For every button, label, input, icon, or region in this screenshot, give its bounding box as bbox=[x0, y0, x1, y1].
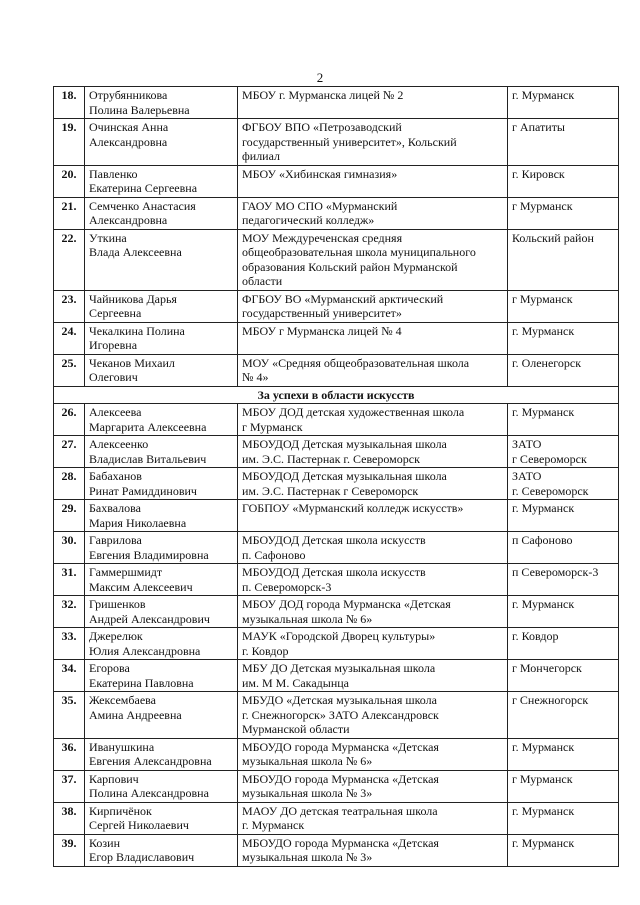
organization bbox=[238, 596, 508, 628]
person-name bbox=[85, 500, 238, 532]
organization-line: п. Североморск-3 bbox=[242, 579, 332, 594]
rows-arts bbox=[54, 404, 619, 867]
organization bbox=[238, 404, 508, 436]
organization bbox=[238, 660, 508, 692]
city: г. Ковдор bbox=[508, 628, 619, 660]
organization-line: п. Сафоново bbox=[242, 547, 306, 562]
row-number: 19. bbox=[54, 119, 85, 166]
table-row bbox=[54, 660, 619, 692]
name-line: Олегович bbox=[89, 370, 138, 384]
table-row bbox=[54, 770, 619, 802]
table-row bbox=[54, 436, 619, 468]
name-line: Жексембаева bbox=[89, 693, 156, 707]
person-name bbox=[85, 229, 238, 290]
organization bbox=[238, 692, 508, 739]
table-row bbox=[54, 532, 619, 564]
organization-line: Мурманской области bbox=[242, 722, 350, 736]
organization bbox=[238, 229, 508, 290]
organization-line: МБОУДО города Мурманска «Детская bbox=[242, 739, 439, 754]
row-number: 23. bbox=[54, 290, 85, 322]
organization-line: области bbox=[242, 274, 283, 288]
table-row bbox=[54, 87, 619, 119]
name-line: Бахвалова bbox=[89, 501, 141, 515]
organization-line: г. Снежногорск» ЗАТО Александровск bbox=[242, 707, 439, 722]
city: г Мурманск bbox=[508, 290, 619, 322]
name-line: Евгения Владимировна bbox=[89, 547, 209, 562]
person-name bbox=[85, 290, 238, 322]
person-name bbox=[85, 197, 238, 229]
organization-line: государственный университет», Кольский bbox=[242, 134, 457, 149]
person-name bbox=[85, 564, 238, 596]
row-number: 22. bbox=[54, 229, 85, 290]
section-title: За успехи в области искусств bbox=[54, 386, 619, 404]
name-line: Козин bbox=[89, 835, 120, 850]
row-number: 20. bbox=[54, 165, 85, 197]
organization-line: г. Мурманск bbox=[242, 818, 305, 832]
name-line: Бабаханов bbox=[89, 469, 142, 483]
organization bbox=[238, 770, 508, 802]
name-line: Алексеенко bbox=[89, 437, 149, 451]
table-row bbox=[54, 322, 619, 354]
name-line: Маргарита Алексеевна bbox=[89, 419, 207, 434]
city: г. Мурманск bbox=[508, 500, 619, 532]
person-name bbox=[85, 834, 238, 866]
person-name bbox=[85, 468, 238, 500]
organization bbox=[238, 290, 508, 322]
organization-line: ГАОУ МО СПО «Мурманский bbox=[242, 198, 398, 213]
name-line: Игоревна bbox=[89, 338, 138, 352]
city: г. Мурманск bbox=[508, 802, 619, 834]
name-line: Карпович bbox=[89, 771, 139, 786]
table-row bbox=[54, 468, 619, 500]
person-name bbox=[85, 354, 238, 386]
organization-line: МБОУ г. Мурманска лицей № 2 bbox=[242, 88, 404, 102]
city: г Апатиты bbox=[508, 119, 619, 166]
name-line: Иванушкина bbox=[89, 739, 155, 754]
name-line: Сергеевна bbox=[89, 306, 142, 320]
row-number: 37. bbox=[54, 770, 85, 802]
person-name bbox=[85, 119, 238, 166]
city: г. Мурманск bbox=[508, 87, 619, 119]
organization-line: музыкальная школа № 6» bbox=[242, 611, 373, 626]
row-number: 30. bbox=[54, 532, 85, 564]
organization-line: МБОУ г Мурманска лицей № 4 bbox=[242, 323, 402, 338]
table-row bbox=[54, 596, 619, 628]
name-line: Екатерина Павловна bbox=[89, 675, 194, 690]
city: г. Мурманск bbox=[508, 834, 619, 866]
organization-line: МОУ «Средняя общеобразовательная школа bbox=[242, 355, 470, 370]
organization-line: МБУДО «Детская музыкальная школа bbox=[242, 693, 437, 707]
organization bbox=[238, 834, 508, 866]
city: г Мурманск bbox=[508, 197, 619, 229]
name-line: Ринат Рамиддинович bbox=[89, 483, 197, 498]
city: г. Кировск bbox=[508, 165, 619, 197]
name-line: Гришенков bbox=[89, 597, 146, 611]
award-list-table bbox=[53, 86, 619, 867]
city: ЗАТО г. Североморск bbox=[508, 468, 619, 500]
section-header-row bbox=[54, 386, 619, 404]
row-number: 31. bbox=[54, 564, 85, 596]
person-name bbox=[85, 87, 238, 119]
name-line: Александровна bbox=[89, 213, 168, 227]
organization-line: г. Ковдор bbox=[242, 643, 289, 658]
organization-line: МБОУДОД Детская музыкальная школа bbox=[242, 469, 447, 483]
row-number: 18. bbox=[54, 87, 85, 119]
organization-line: МБОУДОД Детская школа искусств bbox=[242, 565, 426, 579]
rows-general bbox=[54, 87, 619, 387]
name-line: Очинская Анна bbox=[89, 120, 169, 134]
row-number: 32. bbox=[54, 596, 85, 628]
organization-line: МОУ Междуреченская средняя bbox=[242, 230, 403, 245]
person-name bbox=[85, 436, 238, 468]
person-name bbox=[85, 596, 238, 628]
person-name bbox=[85, 738, 238, 770]
city: г. Оленегорск bbox=[508, 354, 619, 386]
organization bbox=[238, 738, 508, 770]
row-number: 33. bbox=[54, 628, 85, 660]
organization-line: МБОУДО города Мурманска «Детская bbox=[242, 835, 439, 850]
organization bbox=[238, 119, 508, 166]
name-line: Егор Владиславович bbox=[89, 850, 195, 864]
name-line: Павленко bbox=[89, 166, 138, 181]
name-line: Максим Алексеевич bbox=[89, 579, 193, 594]
organization bbox=[238, 354, 508, 386]
organization-line: образования Кольский район Мурманской bbox=[242, 259, 458, 274]
organization-line: г Мурманск bbox=[242, 419, 303, 434]
city: г Мурманск bbox=[508, 770, 619, 802]
name-line: Гаврилова bbox=[89, 533, 142, 547]
organization bbox=[238, 436, 508, 468]
name-line: Мария Николаевна bbox=[89, 515, 187, 530]
name-line: Полина Александровна bbox=[89, 786, 209, 800]
row-number: 34. bbox=[54, 660, 85, 692]
city: г. Мурманск bbox=[508, 404, 619, 436]
city: п Североморск-3 bbox=[508, 564, 619, 596]
city: п Сафоново bbox=[508, 532, 619, 564]
person-name bbox=[85, 660, 238, 692]
organization-line: ГОБПОУ «Мурманский колледж искусств» bbox=[242, 501, 464, 515]
name-line: Егорова bbox=[89, 661, 130, 675]
name-line: Кирпичёнок bbox=[89, 803, 152, 818]
organization-line: музыкальная школа № 3» bbox=[242, 786, 373, 800]
organization bbox=[238, 468, 508, 500]
organization-line: МБУ ДО Детская музыкальная школа bbox=[242, 661, 436, 675]
organization-line: общеобразовательная школа муниципального bbox=[242, 245, 476, 259]
organization bbox=[238, 197, 508, 229]
city: г. Мурманск bbox=[508, 738, 619, 770]
name-line: Уткина bbox=[89, 230, 127, 245]
organization-line: МБОУ «Хибинская гимназия» bbox=[242, 166, 398, 181]
organization-line: им. Э.С. Пастернак г. Североморск bbox=[242, 451, 420, 466]
table-row bbox=[54, 197, 619, 229]
name-line: Чекалкина Полина bbox=[89, 323, 185, 338]
table-row bbox=[54, 628, 619, 660]
name-line: Влада Алексеевна bbox=[89, 245, 182, 259]
person-name bbox=[85, 628, 238, 660]
table-row bbox=[54, 229, 619, 290]
organization bbox=[238, 564, 508, 596]
city: Кольский район bbox=[508, 229, 619, 290]
organization-line: музыкальная школа № 3» bbox=[242, 850, 373, 864]
organization-line: государственный университет» bbox=[242, 306, 402, 320]
organization-line: им. Э.С. Пастернак г Североморск bbox=[242, 483, 419, 498]
city: г Снежногорск bbox=[508, 692, 619, 739]
table-row bbox=[54, 165, 619, 197]
table-row bbox=[54, 354, 619, 386]
name-line: Полина Валерьевна bbox=[89, 102, 190, 117]
name-line: Отрубянникова bbox=[89, 88, 168, 102]
organization-line: № 4» bbox=[242, 370, 269, 384]
name-line: Евгения Александровна bbox=[89, 754, 212, 768]
name-line: Александровна bbox=[89, 134, 168, 149]
name-line: Чеканов Михаил bbox=[89, 355, 175, 370]
person-name bbox=[85, 692, 238, 739]
organization bbox=[238, 165, 508, 197]
organization-line: педагогический колледж» bbox=[242, 213, 375, 227]
table-row bbox=[54, 692, 619, 739]
person-name bbox=[85, 770, 238, 802]
organization-line: ФГБОУ ВО «Мурманский арктический bbox=[242, 291, 444, 306]
name-line: Юлия Александровна bbox=[89, 643, 201, 658]
table-row bbox=[54, 290, 619, 322]
row-number: 35. bbox=[54, 692, 85, 739]
name-line: Владислав Витальевич bbox=[89, 451, 207, 466]
name-line: Алексеева bbox=[89, 405, 142, 419]
row-number: 29. bbox=[54, 500, 85, 532]
organization-line: МАУК «Городской Дворец культуры» bbox=[242, 629, 436, 643]
organization bbox=[238, 532, 508, 564]
row-number: 36. bbox=[54, 738, 85, 770]
table-row bbox=[54, 119, 619, 166]
organization-line: ФГБОУ ВПО «Петрозаводский bbox=[242, 120, 402, 134]
table-row bbox=[54, 802, 619, 834]
person-name bbox=[85, 802, 238, 834]
row-number: 24. bbox=[54, 322, 85, 354]
name-line: Семченко Анастасия bbox=[89, 198, 196, 213]
row-number: 38. bbox=[54, 802, 85, 834]
row-number: 28. bbox=[54, 468, 85, 500]
row-number: 26. bbox=[54, 404, 85, 436]
person-name bbox=[85, 404, 238, 436]
name-line: Гаммершмидт bbox=[89, 565, 163, 579]
table-row bbox=[54, 404, 619, 436]
row-number: 21. bbox=[54, 197, 85, 229]
organization-line: МБОУ ДОД города Мурманска «Детская bbox=[242, 597, 451, 611]
row-number: 25. bbox=[54, 354, 85, 386]
person-name bbox=[85, 532, 238, 564]
name-line: Амина Андреевна bbox=[89, 707, 182, 722]
table-row bbox=[54, 834, 619, 866]
organization bbox=[238, 500, 508, 532]
row-number: 39. bbox=[54, 834, 85, 866]
name-line: Екатерина Сергеевна bbox=[89, 181, 198, 195]
city: г. Мурманск bbox=[508, 322, 619, 354]
organization bbox=[238, 628, 508, 660]
organization bbox=[238, 322, 508, 354]
name-line: Джерелюк bbox=[89, 629, 143, 643]
name-line: Андрей Александрович bbox=[89, 611, 210, 626]
section-arts bbox=[54, 386, 619, 404]
city: г. Мурманск bbox=[508, 596, 619, 628]
organization-line: МБОУ ДОД детская художественная школа bbox=[242, 405, 465, 419]
page-number: 2 bbox=[316, 70, 324, 85]
organization-line: музыкальная школа № 6» bbox=[242, 754, 373, 768]
city: ЗАТО г Североморск bbox=[508, 436, 619, 468]
table-row bbox=[54, 738, 619, 770]
organization-line: им. М М. Сакадынца bbox=[242, 675, 349, 690]
organization-line: МАОУ ДО детская театральная школа bbox=[242, 803, 438, 818]
table-row bbox=[54, 564, 619, 596]
row-number: 27. bbox=[54, 436, 85, 468]
organization-line: МБОУДОД Детская музыкальная школа bbox=[242, 437, 447, 451]
organization-line: МБОУДОД Детская школа искусств bbox=[242, 533, 426, 547]
organization-line: МБОУДО города Мурманска «Детская bbox=[242, 771, 439, 786]
organization bbox=[238, 87, 508, 119]
table-row bbox=[54, 500, 619, 532]
person-name bbox=[85, 165, 238, 197]
organization bbox=[238, 802, 508, 834]
organization-line: филиал bbox=[242, 149, 281, 163]
city: г Мончегорск bbox=[508, 660, 619, 692]
name-line: Чайникова Дарья bbox=[89, 291, 177, 306]
name-line: Сергей Николаевич bbox=[89, 818, 189, 832]
person-name bbox=[85, 322, 238, 354]
